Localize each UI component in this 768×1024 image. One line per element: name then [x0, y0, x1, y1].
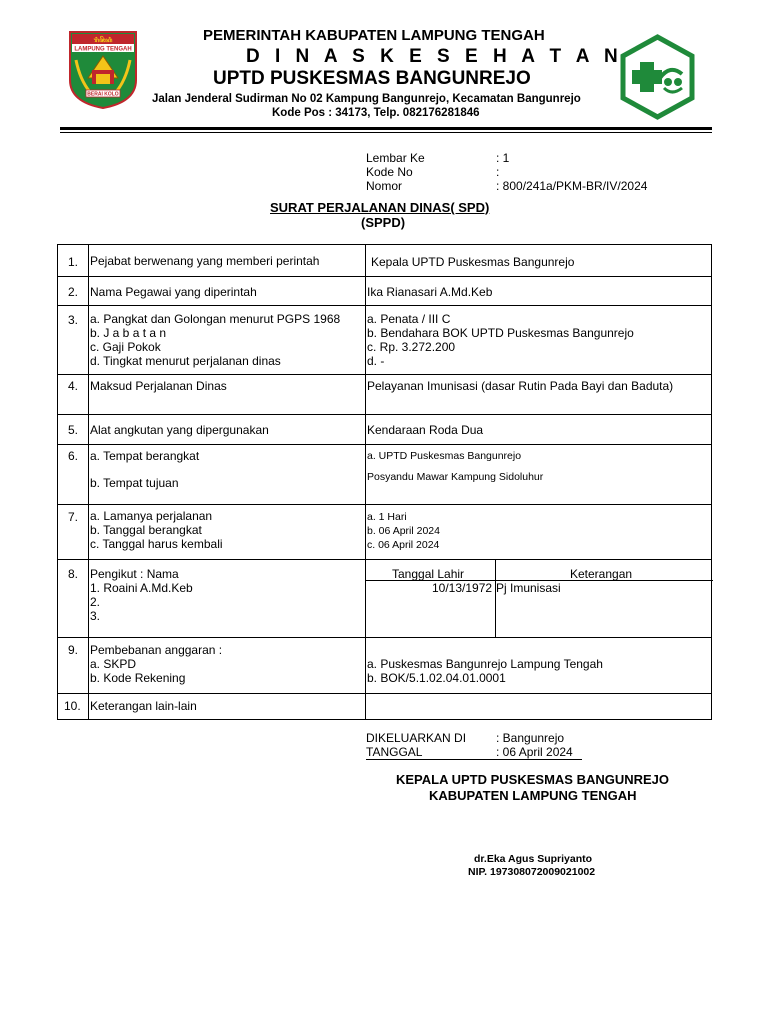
row-divider: [58, 305, 711, 306]
row-value: Posyandu Mawar Kampung Sidoluhur: [367, 471, 544, 483]
row-divider: [58, 504, 711, 505]
date-label: TANGGAL: [366, 745, 423, 759]
row-label: Alat angkutan yang dipergunakan: [90, 423, 269, 437]
regency-logo: [68, 30, 138, 110]
nomor-value: : 800/241a/PKM-BR/IV/2024: [496, 179, 648, 193]
header-divider-thin: [60, 132, 712, 133]
row-divider: [58, 637, 711, 638]
svg-text:BERAI KOLO: BERAI KOLO: [87, 91, 119, 98]
row-divider: [58, 276, 711, 277]
svg-text:LAMPUNG TENGAH: LAMPUNG TENGAH: [74, 46, 132, 53]
row-value: a. UPTD Puskesmas Bangunrejo: [367, 450, 522, 462]
row-label: a. Lamanya perjalanan: [90, 509, 213, 523]
row-label: Pejabat berwenang yang memberi perintah: [90, 254, 320, 268]
lembar-value: : 1: [496, 151, 510, 165]
signatory-title: KEPALA UPTD PUSKESMAS BANGUNREJO: [396, 772, 670, 787]
birth-date-header: Tanggal Lahir: [392, 567, 465, 581]
svg-text:ꦫꦶꦗꦼꦏꦶ: ꦫꦶꦗꦼꦏꦶ: [93, 38, 113, 44]
row-number: 7.: [68, 510, 79, 524]
contact-line: Kode Pos : 34173, Telp. 082176281846: [272, 107, 480, 119]
row-number: 2.: [68, 285, 79, 299]
lembar-label: Lembar Ke: [366, 151, 425, 165]
follower-note: Pj Imunisasi: [496, 581, 561, 595]
row-label: c. Tanggal harus kembali: [90, 537, 223, 551]
row-value: d. -: [367, 354, 385, 368]
row-value: Kendaraan Roda Dua: [367, 423, 484, 437]
row-label: b. Tempat tujuan: [90, 476, 179, 490]
document-title: SURAT PERJALANAN DINAS( SPD): [270, 200, 490, 215]
row-value: c. 06 April 2024: [367, 539, 440, 551]
agency-heading: D I N A S K E S E H A T A N: [246, 46, 623, 67]
issued-at-label: DIKELUARKAN DI: [366, 731, 467, 745]
row-label: b. J a b a t a n: [90, 326, 167, 340]
address-line: Jalan Jenderal Sudirman No 02 Kampung Bangunrejo, Kecamatan Bangunrejo: [152, 93, 581, 105]
institution-heading: UPTD PUSKESMAS BANGUNREJO: [213, 68, 531, 89]
row-number: 10.: [64, 699, 81, 713]
signatory-nip: NIP. 197308072009021002: [468, 866, 596, 878]
row-label: c. Gaji Pokok: [90, 340, 161, 354]
row-divider: [58, 414, 711, 415]
row-number: 8.: [68, 567, 79, 581]
issued-at-value: : Bangunrejo: [496, 731, 565, 745]
kode-value: :: [496, 165, 500, 179]
date-value: : 06 April 2024: [496, 745, 573, 759]
row-label: a. Tempat berangkat: [90, 449, 200, 463]
gov-heading: PEMERINTAH KABUPATEN LAMPUNG TENGAH: [203, 27, 545, 44]
row-number: 3.: [68, 313, 79, 327]
row-value: b. 06 April 2024: [367, 525, 440, 537]
document-subtitle: (SPPD): [361, 215, 406, 230]
row-value: b. Bendahara BOK UPTD Puskesmas Bangunrejo: [367, 326, 634, 340]
puskesmas-logo: [620, 34, 695, 120]
row-value: c. Rp. 3.272.200: [367, 340, 456, 354]
row-label: d. Tingkat menurut perjalanan dinas: [90, 354, 281, 368]
row-divider: [58, 559, 711, 560]
row-label: Maksud Perjalanan Dinas: [90, 379, 227, 393]
col-divider-note: [495, 559, 496, 637]
follower-birth-date: 10/13/1972: [432, 581, 493, 595]
col-divider-no: [88, 245, 89, 719]
header-divider-thick: [60, 127, 712, 130]
signatory-name: dr.Eka Agus Supriyanto: [474, 853, 593, 865]
row-label: Nama Pegawai yang diperintah: [90, 285, 257, 299]
row-label: b. Kode Rekening: [90, 671, 186, 685]
row-label: Pembebanan anggaran :: [90, 643, 223, 657]
row-label: Pengikut : Nama: [90, 567, 179, 581]
row-value: a. Penata / III C: [367, 312, 451, 326]
follower-name: 1. Roaini A.Md.Keb: [90, 581, 193, 595]
row-value: Pelayanan Imunisasi (dasar Rutin Pada Bayi dan Baduta): [367, 379, 674, 393]
row-label: b. Tanggal berangkat: [90, 523, 202, 537]
row-number: 9.: [68, 643, 79, 657]
signatory-region: KABUPATEN LAMPUNG TENGAH: [429, 788, 637, 803]
row-label: Keterangan lain-lain: [90, 699, 197, 713]
row-value: a. Puskesmas Bangunrejo Lampung Tengah: [367, 657, 603, 671]
row-value: a. 1 Hari: [367, 511, 407, 523]
row-number: 1.: [68, 255, 79, 269]
nomor-label: Nomor: [366, 179, 403, 193]
row-divider: [58, 374, 711, 375]
date-underline: [366, 759, 582, 760]
row-number: 5.: [68, 423, 79, 437]
row-divider: [58, 693, 711, 694]
note-header: Keterangan: [570, 567, 633, 581]
follower-name: 2.: [90, 595, 101, 609]
row-value: Kepala UPTD Puskesmas Bangunrejo: [371, 255, 575, 269]
row-number: 6.: [68, 449, 79, 463]
row-label: a. SKPD: [90, 657, 137, 671]
row-label: a. Pangkat dan Golongan menurut PGPS 1968: [90, 312, 341, 326]
row-divider: [58, 444, 711, 445]
spd-table: [57, 244, 712, 720]
kode-label: Kode No: [366, 165, 413, 179]
row-value: b. BOK/5.1.02.04.01.0001: [367, 671, 506, 685]
row-number: 4.: [68, 379, 79, 393]
follower-name: 3.: [90, 609, 101, 623]
row-value: Ika Rianasari A.Md.Keb: [367, 285, 493, 299]
col-divider-label: [365, 245, 366, 719]
